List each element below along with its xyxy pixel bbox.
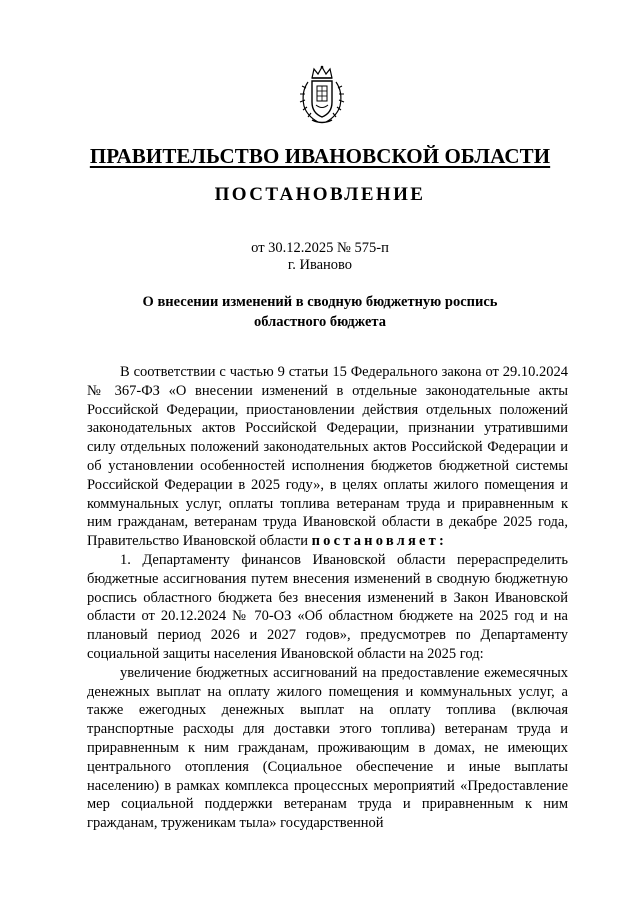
decree-punct: : <box>439 533 448 550</box>
city: г. Иваново <box>287 257 353 273</box>
document-subject <box>0 292 640 332</box>
date-number: от 30.12.2025 № 575-п <box>251 240 389 256</box>
subject-line-2: областного бюджета <box>254 314 386 330</box>
item-1-sub-paragraph: увеличение бюджетных ассигнований на предоставление ежемесячных денежных выплат на оплату жилого помещения и коммунальных услуг, а также ежегодных денежных выплат на оплату топлива (включая транспортные расходы для доставки этого топлива) ветеранам труда и приравненным к ним гражданам, проживающим в домах, не имеющих центрального отопления (Социальное обеспечение и иные выплаты населению) в рамках комплекса процессных мероприятий «Предоставление мер социальной поддержки ветеранам труда и приравненным к ним гражданам, труженикам тыла» государственной <box>87 664 568 832</box>
item-1-paragraph: 1. Департаменту финансов Ивановской области перераспределить бюджетные ассигнования путем внесения изменений в сводную бюджетную роспись областного бюджета без внесения изменений в Закон Ивановской области от 20.12.2024 № 70-ОЗ «Об областном бюджете на 2025 год и на плановый период 2026 и 2027 годов», предусмотрев по Департаменту социальной защиты населения Ивановской области на 2025 год: <box>87 551 568 662</box>
subject-line-1: О внесении изменений в сводную бюджетную роспись <box>142 294 498 310</box>
preamble-text: В соответствии с частью 9 статьи 15 Федерального закона от 29.10.2024 № 367-ФЗ «О внесении изменений в отдельные законодательные акты Российской Федерации, приостановлении действия отдельных положений законодательных актов Российской Федерации, признании утратившими силу отдельных положений законодательных актов Российской Федерации и об установлении особенностей исполнения бюджетов бюджетной системы Российской Федерации в 2025 году», в целях оплаты жилого помещения и коммунальных услуг, оплаты топлива ветеранам труда и приравненным к ним гражданам, ветеранам труда Ивановской области в декабре 2025 года, Правительство Ивановской области <box>87 364 568 550</box>
document-meta <box>0 240 640 274</box>
preamble-paragraph <box>87 363 568 551</box>
coat-of-arms-icon <box>298 64 346 126</box>
decree-word: постановляет <box>311 533 440 550</box>
document-type: ПОСТАНОВЛЕНИЕ <box>214 184 426 205</box>
government-title: ПРАВИТЕЛЬСТВО ИВАНОВСКОЙ ОБЛАСТИ <box>89 144 551 168</box>
document-body <box>87 363 568 833</box>
